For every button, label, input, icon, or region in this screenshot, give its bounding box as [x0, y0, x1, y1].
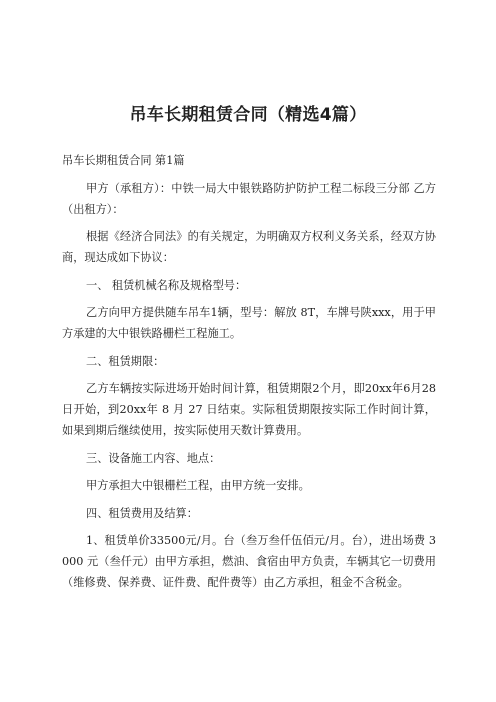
- clause-heading: 三、设备施工内容、地点：: [86, 451, 221, 465]
- paragraph: 根据《经济合同法》的有关规定，为明确双方权利义务关系，经双方协商，现达成如下协议：: [62, 230, 436, 264]
- clause-heading: 四、租赁费用及结算：: [86, 506, 198, 520]
- paragraph: 甲方承担大中银栅栏工程，由甲方统一安排。: [86, 479, 310, 492]
- paragraph: 甲方（承租方）：中铁一局大中银铁路防护防护工程二标段三分部 乙方（出租方）：: [62, 181, 436, 216]
- paragraph: 乙方向甲方提供随车吊车1辆，型号：解放 8T，车牌号陕xxx，用于甲方承建的大中银铁路栅栏工程施工。: [62, 306, 436, 340]
- paragraph: 乙方车辆按实际进场开始时间计算，租赁期限2个月，即20xx年6月28日开始，到20xx年 8 月 27 日结束。实际租赁期限按实际工作时间计算，如果到期后继续使用，按实际使用天数计算费用。: [62, 382, 436, 437]
- paragraph: 1、租赁单价33500元/月。台（叁万叁仟伍佰元/月。台），进出场费 3000 元（叁仟元）由甲方承担，燃油、食宿由甲方负责，车辆其它一切费用（维修费、保养费、证件费、配件费等）由乙方承担，租金不含税金。: [62, 534, 436, 589]
- document-body: [62, 150, 436, 600]
- document-title: 吊车长期租赁合同（精选4篇）: [129, 105, 367, 125]
- clause-heading: 二、租赁期限：: [86, 354, 165, 368]
- section-heading: 吊车长期租赁合同 第1篇: [62, 154, 185, 167]
- clause-heading: 一、 租赁机械名称及规格型号：: [86, 278, 247, 292]
